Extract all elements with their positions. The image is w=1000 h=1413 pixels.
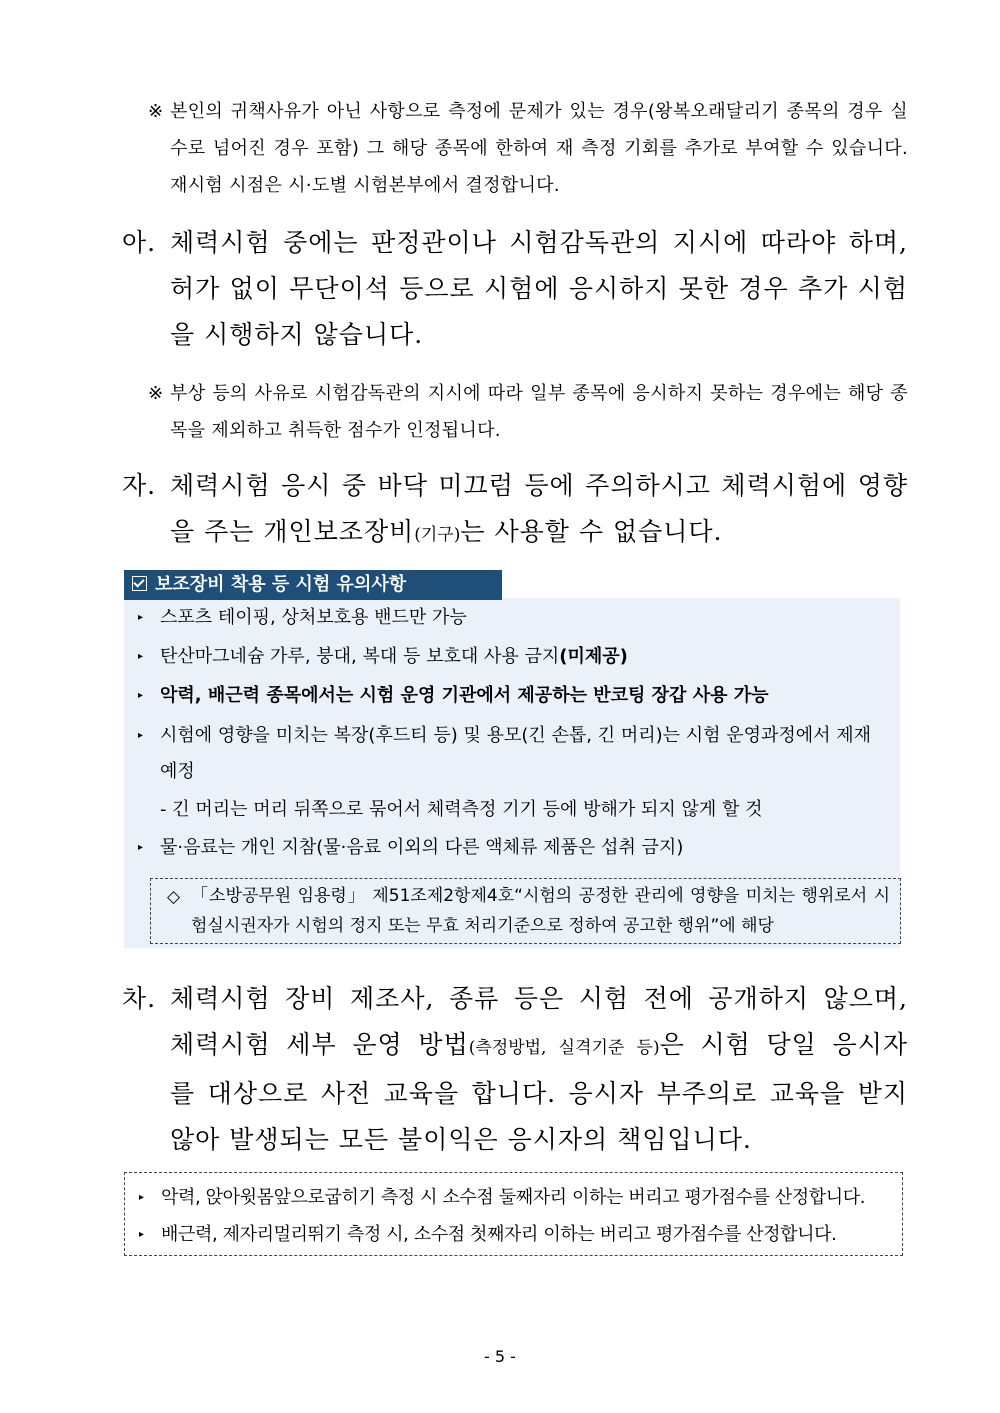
triangle-bullet-icon: ▸ — [139, 1229, 145, 1240]
triangle-bullet-icon: ▸ — [139, 1192, 145, 1203]
triangle-bullet-icon: ▸ — [138, 730, 144, 741]
list-item: ▸ 배근력, 제자리멀리뛰기 측정 시, 소수점 첫째자리 이하는 버리고 평가점수를 산정합니다. — [139, 1216, 892, 1253]
list-item: ▸ 악력, 앉아윗몸앞으로굽히기 측정 시 소수점 둘째자리 이하는 버리고 평가점수를 산정합니다. — [139, 1179, 892, 1216]
checkbox-icon — [132, 576, 147, 591]
diamond-icon: ◇ — [167, 887, 181, 907]
list-item: ▸ 스포츠 테이핑, 상처보호용 밴드만 가능 — [138, 600, 894, 636]
note-retest — [148, 93, 908, 204]
triangle-bullet-icon: ▸ — [138, 690, 144, 701]
list-item: ▸ 시험에 영향을 미치는 복장(후드티 등) 및 용모(긴 손톱, 긴 머리)는 시험 운영과정에서 제재 예정 — [138, 718, 894, 790]
scoring-box — [124, 1172, 903, 1256]
item-cha — [122, 976, 908, 1163]
note-mark: ※ — [148, 383, 164, 404]
item-text: 체력시험 장비 제조사, 종류 등은 시험 전에 공개하지 않으며, 체력시험 세부 운영 방법(측정방법, 실격기준 등)은 시험 당일 응시자 를 대상으로 사전 교육을 합니다. 응시자 부주의로 교육을 받지 않아 발생되는 모든 불이익은 응시자의 책임입니다. — [170, 984, 908, 1154]
legal-note-box — [150, 878, 901, 944]
list-item: ▸ 탄산마그네슘 가루, 붕대, 복대 등 보호대 사용 금지(미제공) — [138, 639, 894, 675]
note-injury — [148, 375, 908, 449]
page-number: - 5 - — [484, 1347, 516, 1366]
item-ja — [122, 463, 908, 558]
note-text: 본인의 귀책사유가 아닌 사항으로 측정에 문제가 있는 경우(왕복오래달리기 종목의 경우 실수로 넘어진 경우 포함) 그 해당 종목에 한하여 재 측정 기회를 추가로 부여할 수 있습니다. 재시험 시점은 시·도별 시험본부에서 결정합니다. — [170, 101, 908, 196]
item-text: 체력시험 응시 중 바닥 미끄럼 등에 주의하시고 체력시험에 영향을 주는 개인보조장비(기구)는 사용할 수 없습니다. — [170, 471, 908, 546]
item-label: 자. — [122, 471, 157, 500]
note-mark: ※ — [148, 101, 164, 122]
precautions-title: 보조장비 착용 등 시험 유의사항 — [124, 570, 502, 600]
list-item: ▸ 악력, 배근력 종목에서는 시험 운영 기관에서 제공하는 반코팅 장갑 사용 가능 — [138, 678, 894, 714]
item-label: 아. — [122, 228, 157, 257]
note-text: 부상 등의 사유로 시험감독관의 지시에 따라 일부 종목에 응시하지 못하는 경우에는 해당 종목을 제외하고 취득한 점수가 인정됩니다. — [170, 383, 908, 441]
sub-list-item: - 긴 머리는 머리 뒤쪽으로 묶어서 체력측정 기기 등에 방해가 되지 않게 할 것 — [160, 799, 763, 820]
list-item: ▸ 물·음료는 개인 지참(물·음료 이외의 다른 액체류 제품은 섭취 금지) — [138, 830, 894, 866]
item-text: 체력시험 중에는 판정관이나 시험감독관의 지시에 따라야 하며, 허가 없이 무단이석 등으로 시험에 응시하지 못한 경우 추가 시험을 시행하지 않습니다. — [170, 228, 908, 349]
legal-note-text: 「소방공무원 임용령」 제51조제2항제4호“시험의 공정한 관리에 영향을 미치는 행위로서 시험실시권자가 시험의 정지 또는 무효 처리기준으로 정하여 공고한 행위”에 해당 — [191, 886, 890, 936]
triangle-bullet-icon: ▸ — [138, 651, 144, 662]
item-a — [122, 220, 908, 358]
triangle-bullet-icon: ▸ — [138, 842, 144, 853]
triangle-bullet-icon: ▸ — [138, 612, 144, 623]
item-label: 차. — [122, 984, 157, 1013]
